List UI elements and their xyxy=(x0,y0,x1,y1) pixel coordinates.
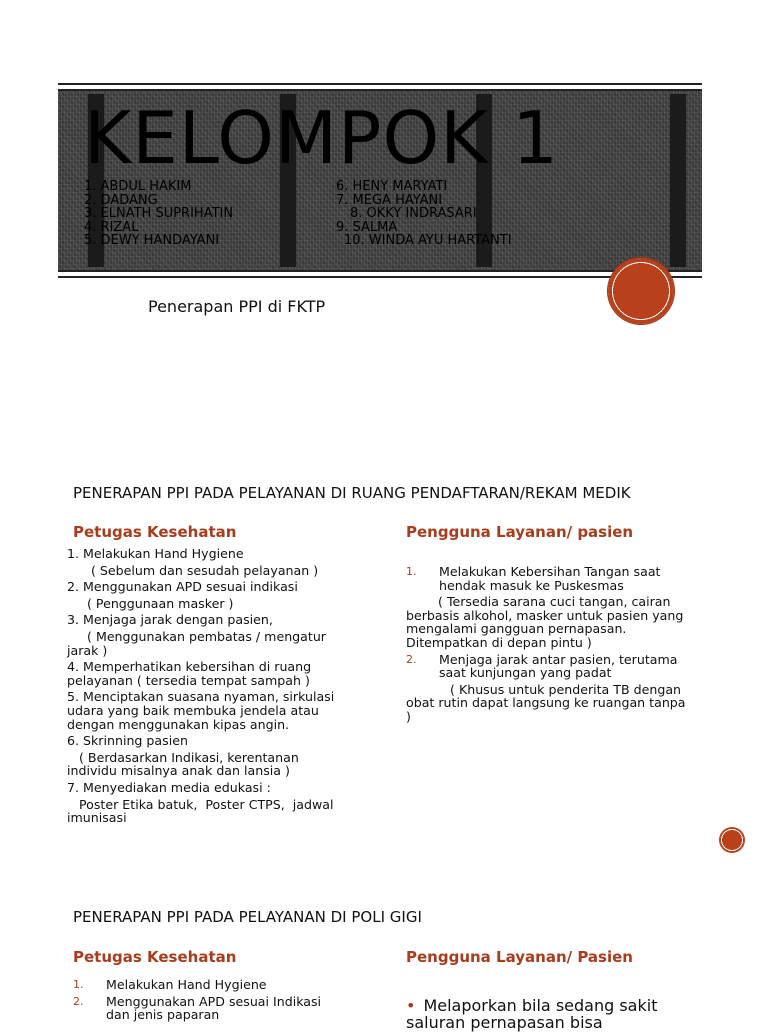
member-name: 9. SALMA xyxy=(336,219,398,235)
list-number: 1. xyxy=(73,978,84,991)
list-text: Menggunakan APD sesuai Indikasi dan jenis paparan xyxy=(106,993,322,1023)
list-item: ( Berdasarkan Indikasi, kerentanan individu misalnya anak dan lansia ) xyxy=(67,749,303,779)
member-name: 6. HENY MARYATI xyxy=(336,179,448,194)
title-banner xyxy=(58,84,702,277)
staff-list xyxy=(67,547,352,825)
list-item: 1. Melakukan Hand Hygiene xyxy=(67,546,244,561)
patient-bullet xyxy=(406,997,676,1031)
slide-subtitle: Penerapan PPI di FKTP xyxy=(148,297,326,316)
list-item: 7. Menyediakan media edukasi : xyxy=(67,779,271,795)
slide-heading: PENERAPAN PPI PADA PELAYANAN DI RUANG PENDAFTARAN/REKAM MEDIK xyxy=(73,484,631,502)
column-title-staff: Petugas Kesehatan xyxy=(73,948,237,966)
list-text: Melakukan Kebersihan Tangan saat hendak masuk ke Puskesmas xyxy=(439,564,661,593)
list-text: Menjaga jarak antar pasien, terutama saat kunjungan yang padat xyxy=(439,651,678,681)
list-item: Poster Etika batuk, Poster CTPS, jadwal imunisasi xyxy=(67,796,338,826)
bullet-icon: • xyxy=(406,996,416,1015)
list-number: 2. xyxy=(406,652,417,666)
list-item: 3. Menjaga jarak dengan pasien, xyxy=(67,612,273,628)
slide-heading: PENERAPAN PPI PADA PELAYANAN DI POLI GIGI xyxy=(73,908,422,926)
list-number: 2. xyxy=(73,994,84,1008)
member-name: 8. OKKY INDRASARI xyxy=(350,206,477,221)
list-item: ( Penggunaan masker ) xyxy=(67,595,234,611)
list-item: 4. Memperhatikan kebersihan di ruang pelayanan ( tersedia tempat sampah ) xyxy=(67,659,312,688)
list-item xyxy=(406,653,691,680)
list-item: 2. Menggunakan APD sesuai indikasi xyxy=(67,579,298,595)
list-number: 1. xyxy=(406,565,417,578)
list-text: Melakukan Hand Hygiene xyxy=(106,977,267,992)
member-name: 5. DEWY HANDAYANI xyxy=(84,233,220,248)
content-slide-registration xyxy=(0,432,768,852)
patient-list xyxy=(406,565,691,724)
members-left xyxy=(84,180,233,248)
list-item xyxy=(73,978,348,992)
list-item: ( Khusus untuk penderita TB dengan obat rutin dapat langsung ke ruangan tanpa ) xyxy=(406,681,690,724)
title-slide xyxy=(0,0,768,430)
circle-ornament xyxy=(608,258,674,324)
member-name: 4. RIZAL xyxy=(84,219,139,235)
content-slide-dental xyxy=(0,858,768,1032)
staff-list xyxy=(73,978,348,1022)
member-name: 7. MEGA HAYANI xyxy=(336,192,443,208)
members-right xyxy=(336,180,512,248)
list-item: 6. Skrinning pasien xyxy=(67,733,188,749)
column-title-patient: Pengguna Layanan/ Pasien xyxy=(406,948,633,966)
list-item xyxy=(406,565,691,592)
list-item: ( Menggunakan pembatas / mengatur jarak ) xyxy=(67,628,330,658)
list-item xyxy=(73,995,348,1022)
column-title-patient: Pengguna Layanan/ pasien xyxy=(406,523,634,541)
list-item: ( Sebelum dan sesudah pelayanan ) xyxy=(67,562,319,578)
banner-stripe xyxy=(670,94,686,267)
bullet-text: Melaporkan bila sedang sakit saluran pernapasan bisa xyxy=(406,996,658,1032)
member-name: 1. ABDUL HAKIM xyxy=(84,179,192,194)
member-name: 2. DADANG xyxy=(84,192,158,208)
member-name: 3. ELNATH SUPRIHATIN xyxy=(84,206,234,221)
list-item: ( Tersedia sarana cuci tangan, cairan berbasis alkohol, masker untuk pasien yang mengalami gangguan pernapasan. Ditempatkan di depan pintu ) xyxy=(406,594,688,650)
member-name: 10. WINDA AYU HARTANTI xyxy=(344,233,512,248)
column-title-staff: Petugas Kesehatan xyxy=(73,523,237,541)
list-item: 5. Menciptakan suasana nyaman, sirkulasi udara yang baik membuka jendela atau dengan menggunakan kipas angin. xyxy=(67,689,335,732)
circle-ornament xyxy=(719,827,745,853)
slide-title: KELOMPOK 1 xyxy=(84,96,560,180)
